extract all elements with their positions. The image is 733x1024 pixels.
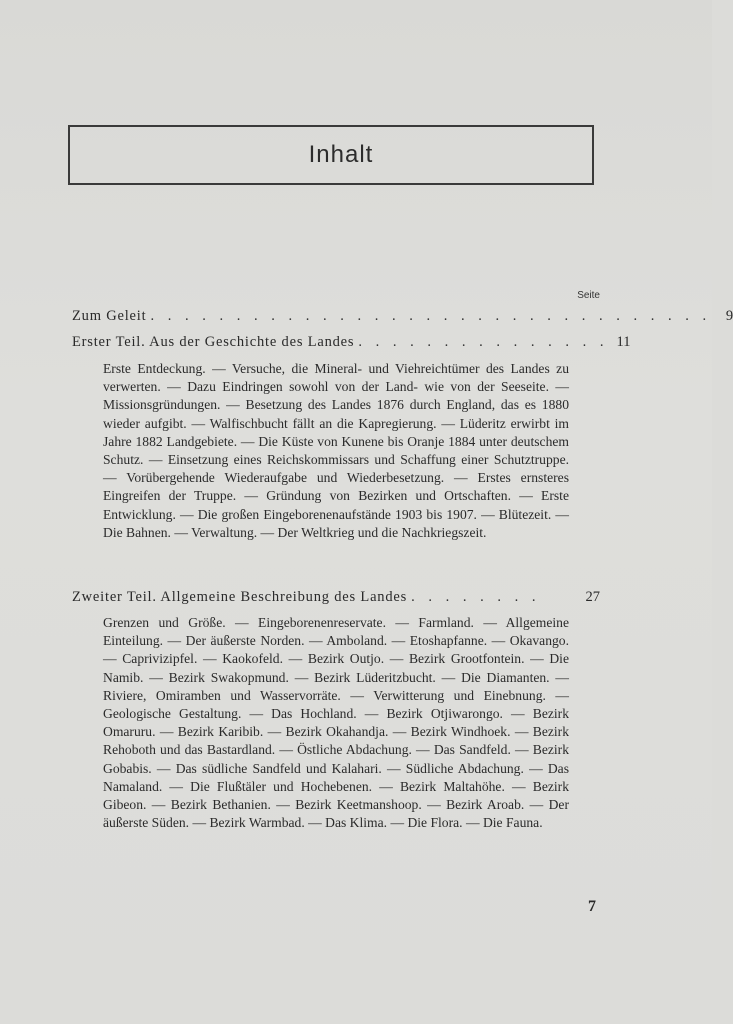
toc-entry-page: 9 bbox=[725, 308, 733, 324]
page-title: Inhalt bbox=[308, 141, 374, 168]
toc-leader-dots: . . . . . . . . . . . . . . . . . . . . . . . . . . . . . . . . . bbox=[150, 308, 712, 324]
toc-entry-title: Erster Teil. Aus der Geschichte des Landes bbox=[72, 334, 355, 350]
toc-entry-page: 27 bbox=[585, 589, 600, 605]
toc-entry-summary: Erste Entdeckung. — Versuche, die Mineral- und Viehreichtümer des Landes zu verwerten. — Dazu Eindringen sowohl von der Land- wie von der Seeseite. — Missionsgründungen. — Besetzung des Landes 1876 durch England, das es 1880 wieder aufgibt. — Walfischbucht fällt an die Kapregierung. — Lüderitz erwirbt im Jahre 1882 Landgebiete. — Die Küste von Kunene bis Oranje 1884 unter deutschem Schutz. — Einsetzung eines Reichskommissars und Schaffung einer Schutztruppe. — Vorübergehende Wiederaufgabe und Wiederbesetzung. — Erstes ernsteres Eingreifen der Truppe. — Gründung von Bezirken und Ortschaften. — Erste Entwicklung. — Die großen Eingeborenenaufstände 1903 bis 1907. — Blütezeit. — Die Bahnen. — Verwaltung. — Der Weltkrieg und die Nachkriegszeit. bbox=[103, 361, 569, 540]
toc-leader-dots: . . . . . . . . . . . . . . . bbox=[358, 334, 609, 350]
page-number: 7 bbox=[588, 898, 596, 915]
toc-entry-zweiter-teil bbox=[72, 589, 600, 609]
toc-entry-title: Zum Geleit bbox=[72, 308, 147, 324]
page-column-label: Seite bbox=[577, 290, 600, 301]
toc-entry-erster-teil bbox=[72, 334, 631, 354]
toc-entry-summary: Grenzen und Größe. — Eingeborenenreservate. — Farmland. — Allgemeine Einteilung. — Der äußerste Norden. — Amboland. — Etoshapfanne. — Okavango. — Caprivizipfel. — Kaokofeld. — Bezirk Outjo. — Bezirk Grootfontein. — Die Namib. — Bezirk Swakopmund. — Bezirk Lüderitzbucht. — Die Diamanten. — Riviere, Omiramben und Wasservorräte. — Verwitterung und Einebnung. — Geologische Gestaltung. — Das Hochland. — Bezirk Otjiwarongo. — Bezirk Omaruru. — Bezirk Karibib. — Bezirk Okahandja. — Bezirk Windhoek. — Bezirk Rehoboth und das Bastardland. — Östliche Abdachung. — Das Sandfeld. — Bezirk Gobabis. — Das südliche Sandfeld und Kalahari. — Südliche Abdachung. — Das Namaland. — Die Flußtäler und Hochebenen. — Bezirk Maltahöhe. — Bezirk Gibeon. — Bezirk Bethanien. — Bezirk Keetmanshoop. — Bezirk Aroab. — Der äußerste Süden. — Bezirk Warmbad. — Das Klima. — Die Flora. — Die Fauna. bbox=[103, 615, 569, 831]
toc-leader-dots: . . . . . . . . bbox=[411, 589, 541, 605]
heading-box bbox=[68, 125, 594, 185]
toc-entry-title: Zweiter Teil. Allgemeine Beschreibung des Landes bbox=[72, 589, 408, 605]
toc-entry-page: 11 bbox=[616, 334, 631, 350]
toc-entry-zum-geleit bbox=[72, 308, 733, 328]
